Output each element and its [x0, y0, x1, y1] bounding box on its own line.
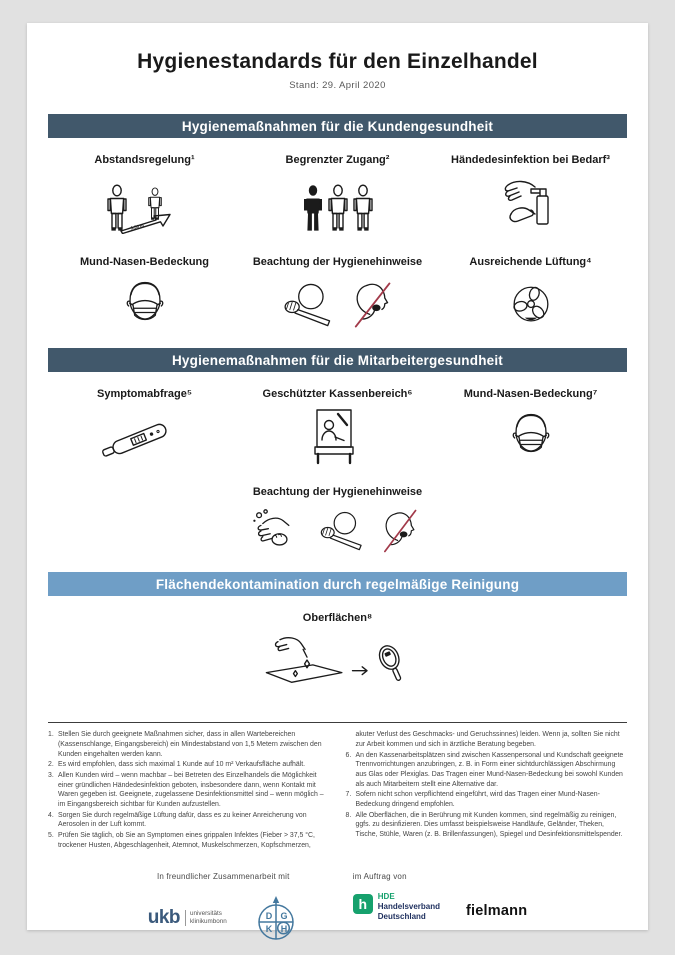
footnote-1: Stellen Sie durch geeignete Maßnahmen sicher, dass in allen Wartebereichen (Kassenschlange, Eingangsbereich) ein Mindestabstand von 1,5 Metern zwischen den Kunden eingehalten werden kann. [58, 731, 322, 758]
hand-washing-icon [253, 510, 288, 545]
section-title: Hygienemaßnahmen für die Kundengesundheit [181, 118, 494, 134]
footnote-3: Allen Kunden wird – wenn machbar – bei Betreten des Einzelhandels die Möglichkeit einer gründlichen Händedesinfektion geboten, insbesondere dann, wenn Kontakt mit Waren gegeben ist. Geeignete, zugelassene Desinfektionsmittel sind – wenn möglich – im Eingangsbereich sichtbar für Kunden aufzustellen. [58, 772, 324, 809]
hde-logo [353, 892, 440, 921]
dgkh-letter-k: K [265, 924, 273, 935]
footnote-6: An den Kassenarbeitsplätzen sind zwischen Kassenpersonal und Kundschaft geeignete Trennvorrichtungen anzubringen, z. B. in Form einer sichtdurchlässigen Abschirmung aus Glas oder Plexiglas. Das Tragen einer Mund-Nasen-Bedeckung bei sowohl Kunden als auch Mitarbeitern stellt eine Alternative dar. [355, 751, 624, 788]
hde-line1: Handelsverband [377, 902, 441, 912]
measure-label: Beachtung der Hygienehinweise [252, 256, 423, 269]
face-mask-icon [97, 276, 193, 334]
hde-icon: h [353, 894, 373, 914]
no-face-touch-icon [384, 511, 415, 552]
employee-measures-row-2 [48, 468, 627, 558]
ukb-line1: universitäts [190, 910, 222, 918]
measure-label: Geschützter Kassenbereich⁶ [262, 388, 413, 401]
cooperation-label: In freundlicher Zusammenarbeit mit [156, 872, 290, 882]
measure-hand-disinfection [434, 138, 627, 234]
measure-label: Oberflächen⁸ [302, 612, 373, 625]
date-stamp: Stand: 29. April 2020 [289, 80, 386, 91]
measure-label: Ausreichende Lüftung⁴ [469, 256, 592, 269]
cooperation-partners [148, 872, 299, 944]
distance-icon [95, 172, 195, 234]
footnote-8: Alle Oberflächen, die in Berührung mit Kunden kommen, sind regelmäßig zu reinigen, ggfs. zu desinfizieren. Dies umfasst beispielsweise Handläufe, Geländer, Theken, Tische, Stühle, Waren (z. B. Brillenfassungen), Spiegel und Desinfektionsmittelspender. [355, 811, 623, 839]
ukb-line2: klinikumbonn [190, 918, 227, 926]
employee-measures-row-1 [48, 372, 627, 468]
measure-limited-access [241, 138, 434, 234]
measure-label: Abstandsregelung¹ [94, 154, 195, 166]
ukb-wordmark: ukb [147, 907, 181, 929]
footnote-7: Sofern nicht schon verpflichtend eingeführt, wird das Tragen einer Mund-Nasen-Bedeckung dringend empfohlen. [355, 791, 600, 809]
cough-into-elbow-icon [285, 285, 329, 326]
customer-measures-row-1 [48, 138, 627, 234]
section-title: Flächendekontamination durch regelmäßige Reinigung [155, 576, 520, 592]
surface-row [48, 596, 627, 692]
footnote-5: Prüfen Sie täglich, ob Sie an Symptomen eines grippalen Infektes (Fieber > 37,5 °C, trockener Husten, Abgeschlagenheit, Atemnot, Muskelschmerzen, Kopfschmerzen, akuter Verlust des Geschmacks- und Geruchssinnes) leiden. Wenn ja, sollten Sie nicht zur Arbeit kommen und sich in ärztliche Beratung begeben. [58, 731, 620, 849]
dgkh-logo [253, 892, 299, 944]
measure-label: Mund-Nasen-Bedeckung [80, 256, 209, 269]
hand-disinfection-icon [481, 172, 581, 234]
section-header-surface-decontamination [48, 572, 627, 596]
section-header-employee-health [48, 348, 627, 372]
customer-measures-row-2 [48, 234, 627, 336]
face-mask-icon [483, 408, 579, 466]
ventilation-fan-icon [483, 276, 579, 334]
poster-page [27, 23, 648, 935]
dgkh-letter-d: D [265, 911, 273, 922]
footnotes [48, 730, 627, 850]
measure-symptom-check [48, 372, 241, 468]
measure-label: Händedesinfektion bei Bedarf³ [451, 154, 610, 166]
cough-into-elbow-icon [321, 513, 361, 550]
footnotes-divider [48, 722, 627, 723]
footer [27, 872, 648, 944]
commissioners [353, 872, 527, 921]
measure-label: Beachtung der Hygienehinweise [252, 486, 423, 499]
measure-ventilation [434, 234, 627, 336]
commission-label: im Auftrag von [352, 872, 407, 882]
measure-label: Symptomabfrage⁵ [96, 388, 193, 401]
dgkh-letter-h: H [280, 924, 288, 935]
measure-face-mask [48, 234, 241, 336]
no-face-touch-icon [355, 284, 389, 327]
measure-hygiene-notices [241, 234, 434, 336]
hde-acronym: HDE [377, 892, 395, 902]
surface-cleaning-icon [250, 631, 425, 691]
measure-distance-rule [48, 138, 241, 234]
limited-access-icon [288, 172, 388, 234]
page-title: Hygienestandards für den Einzelhandel [137, 50, 538, 73]
footnote-4: Sorgen Sie durch regelmäßige Lüftung dafür, dass es zu keiner Anreicherung von Aerosolen in der Luft kommt. [58, 811, 307, 829]
measure-label: Mund-Nasen-Bedeckung⁷ [463, 388, 598, 401]
footnote-2: Es wird empfohlen, dass sich maximal 1 Kunde auf 10 m² Verkaufsfläche aufhält. [58, 761, 306, 769]
measure-label: Begrenzter Zugang² [285, 154, 390, 166]
dgkh-letter-g: G [280, 911, 288, 922]
distance-value-label: 1,50 m [129, 222, 144, 231]
fielmann-logo: fielmann [466, 902, 528, 919]
cough-etiquette-and-no-face-touch-icons [263, 276, 413, 334]
thermometer-icon [95, 406, 195, 468]
cashier-screen-icon [288, 406, 388, 468]
hde-line2: Deutschland [377, 911, 426, 921]
section-title: Hygienemaßnahmen für die Mitarbeitergesundheit [171, 352, 503, 368]
handwash-cough-and-no-face-touch-icons [233, 505, 443, 557]
measure-protected-checkout [241, 372, 434, 468]
ukb-logo [148, 907, 227, 929]
section-header-customer-health [48, 114, 627, 138]
measure-face-mask-employee [434, 372, 627, 468]
